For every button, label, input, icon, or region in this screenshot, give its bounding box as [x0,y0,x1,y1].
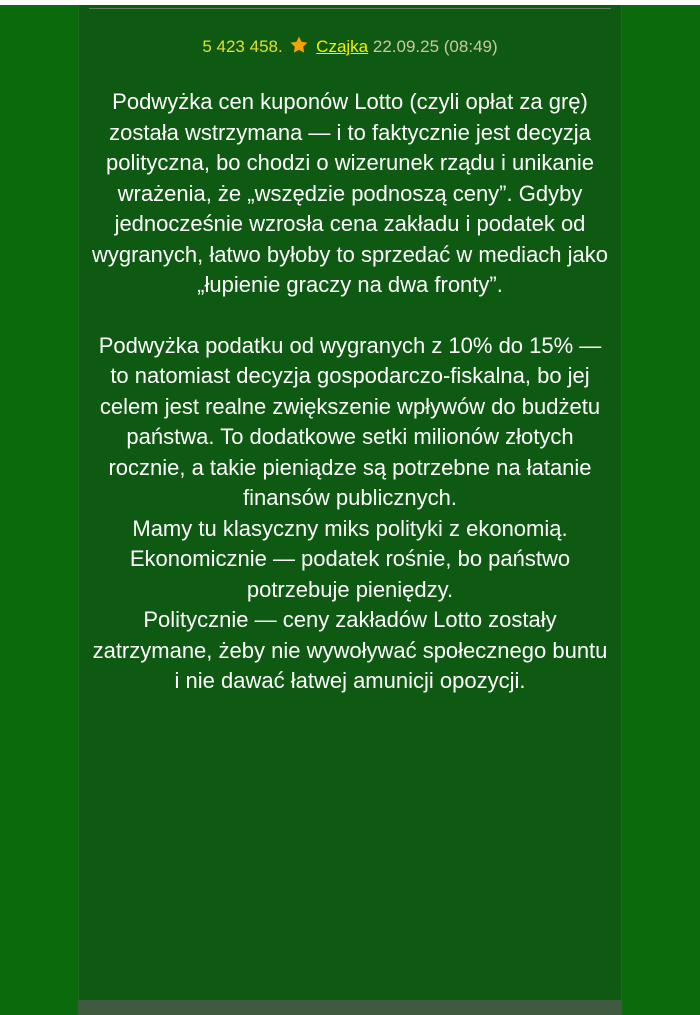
star-icon [289,35,309,55]
post-body [91,87,609,697]
post-date: 22.09.25 (08:49) [372,37,498,56]
post-paragraph-4: Politycznie — ceny zakładów Lotto zostały zatrzymane, żeby nie wywoływać społecznego buntu i nie dawać łatwej amunicji opozycji. [92,607,608,693]
post-number[interactable]: 5 423 458. [202,37,283,56]
paragraph-gap [91,301,609,331]
post-paragraph-1: Podwyżka cen kuponów Lotto (czyli opłat za grę) została wstrzymana — i to faktycznie jest decyzja polityczna, bo chodzi o wizerunek rządu i unikanie wrażenia, że „wszędzie podnoszą ceny”. Gdyby jednocześnie wzrosła cena zakładu i podatek od wygranych, łatwo byłoby to sprzedać w mediach jako „łupienie graczy na dwa fronty”. [91,89,609,297]
post-paragraph-3: Mamy tu klasyczny miks polityki z ekonomią. Ekonomicznie — podatek rośnie, bo państwo potrzebuje pieniędzy. [129,515,571,602]
forum-post [78,5,622,1000]
author-link[interactable]: Czajka [316,37,369,56]
post-paragraph-2: Podwyżka podatku od wygranych z 10% do 15% — to natomiast decyzja gospodarczo-fiskalna, bo jej celem jest realne zwiększenie wpływów do budżetu państwa. To dodatkowe setki milionów złotych rocznie, a takie pieniądze są potrzebne na łatanie finansów publicznych. [98,332,602,510]
post-divider [89,8,611,9]
post-meta [79,35,621,58]
next-post-edge [78,1000,622,1015]
